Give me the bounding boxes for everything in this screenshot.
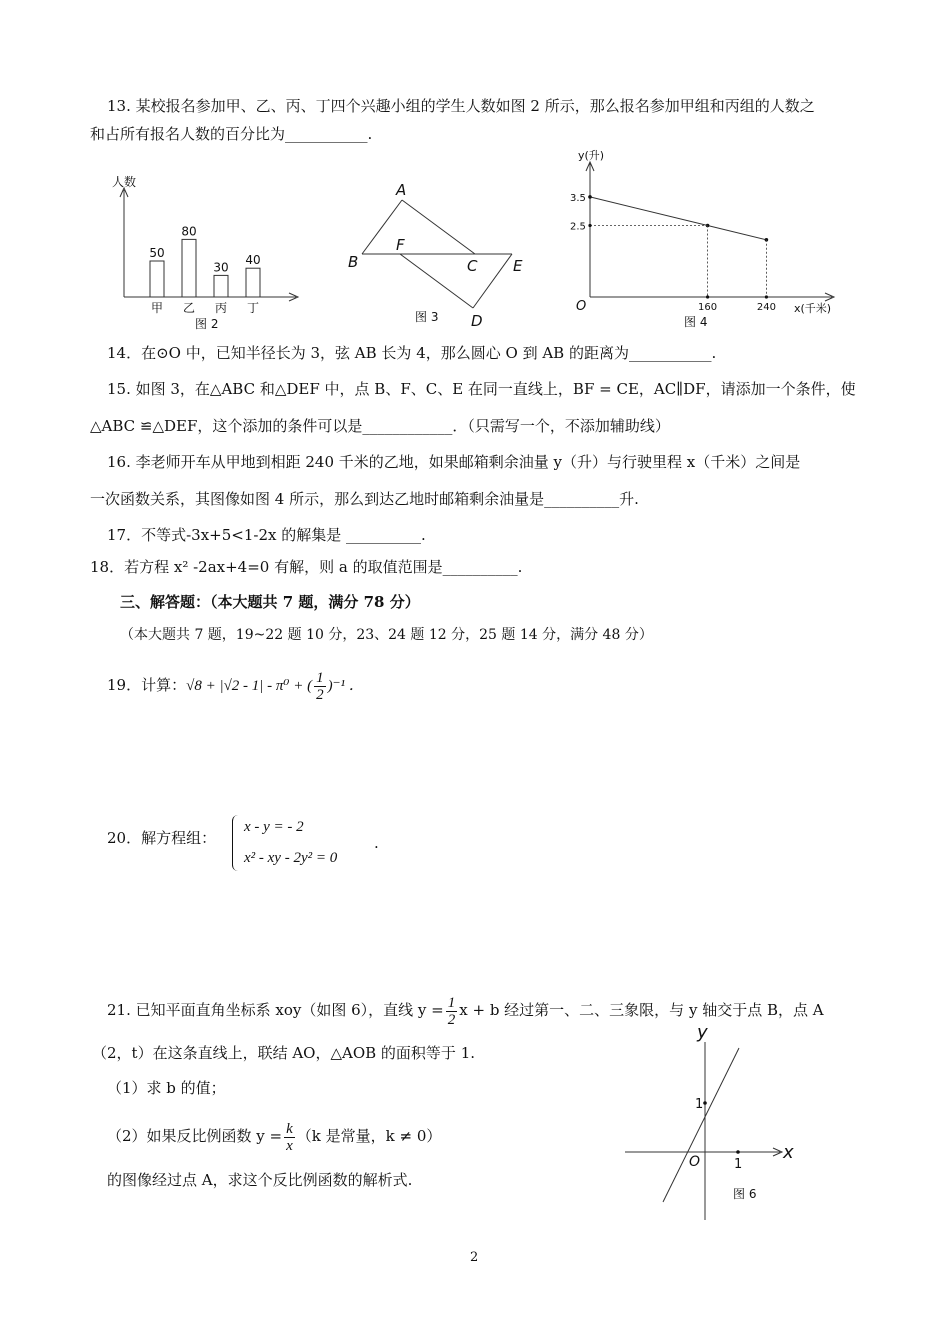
fig6-caption: 图 6: [733, 1187, 757, 1201]
q16-line2: 一次函数关系，其图像如图 4 所示，那么到达乙地时邮箱剩余油量是__________升.: [90, 490, 639, 508]
fig6-y-label: y: [697, 1022, 708, 1043]
fig6-x-label: x: [783, 1142, 794, 1163]
q20-equation-2: x² - xy - 2y² = 0: [244, 850, 338, 866]
fig2-bar-3: [214, 275, 228, 297]
q21-line1-b: x + b 经过第一、二、三象限，与 y 轴交于点 B，点 A: [459, 1001, 824, 1019]
figure-6-coordinate-plane: [615, 1020, 815, 1230]
fig2-category-label-2: 乙: [182, 301, 196, 315]
q21-part2: [107, 1118, 441, 1154]
q21-part1: （1）求 b 的值；: [107, 1079, 226, 1097]
q19-frac-num: 1: [316, 669, 324, 686]
q21-line2: （2，t）在这条直线上，联结 AO，△AOB 的面积等于 1.: [92, 1044, 476, 1062]
q21-part2-a: （2）如果反比例函数 y =: [107, 1127, 283, 1145]
fig2-category-label-4: 丁: [246, 301, 260, 315]
fig2-category-label-1: 甲: [150, 301, 164, 315]
q21-fraction: [446, 995, 458, 1028]
q19-line: [107, 667, 364, 704]
fig3-label-A: A: [396, 181, 407, 199]
q17-line: 17．不等式-3x+5<1-2x 的解集是 __________.: [107, 526, 426, 544]
q21-frac-den: 2: [447, 1011, 456, 1028]
q21-k-num: k: [286, 1120, 293, 1137]
fig4-x-tick-label-1: 160: [698, 302, 718, 313]
fig6-line: [663, 1048, 739, 1202]
fig4-origin: O: [576, 299, 587, 314]
q19-tail: )⁻¹ ．: [327, 678, 364, 694]
fig4-y-tick-label-1: 3.5: [570, 192, 586, 204]
fig3-caption: 图 3: [415, 310, 439, 324]
fig2-caption: 图 2: [195, 317, 219, 331]
q15-line2: △ABC ≌△DEF，这个添加的条件可以是____________．（只需写一个，不添加辅助线）: [90, 417, 670, 435]
q15-line1: 15. 如图 3，在△ABC 和△DEF 中，点 B、F、C、E 在同一直线上，BF = CE，AC∥DF，请添加一个条件，使: [107, 380, 856, 398]
fig2-value-label-3: 30: [213, 260, 229, 275]
fig6-point-x1: [736, 1150, 740, 1154]
section-3-note: （本大题共 7 题，19~22 题 10 分，23、24 题 12 分，25 题 14 分，满分 48 分）: [120, 627, 653, 643]
q21-line1-a: 21. 已知平面直角坐标系 xoy（如图 6），直线 y =: [107, 1001, 444, 1019]
fig2-bar-2: [182, 239, 196, 297]
fig4-x-tick-label-2: 240: [756, 302, 776, 313]
fig3-label-E: E: [513, 257, 523, 275]
fig4-y-tick-label-2: 2.5: [570, 221, 586, 233]
q20-tail: .: [374, 834, 379, 852]
q21-part2-b: （k 是常量，k ≠ 0）: [296, 1127, 442, 1145]
fig4-x-tick-dot-3: [765, 295, 768, 298]
fig6-point-y1: [703, 1101, 707, 1105]
q19-expression: √8 + |√2 - 1| - π⁰ + (: [186, 678, 313, 694]
fig6-tick-y: 1: [695, 1097, 704, 1112]
fig3-label-D: D: [471, 312, 483, 330]
fig4-x-tick-dot-2: [706, 295, 709, 298]
figure-3-geometry: [340, 178, 540, 333]
fig3-label-C: C: [467, 257, 478, 275]
fig2-value-label-4: 40: [245, 253, 261, 268]
fig6-tick-x: 1: [734, 1157, 743, 1172]
q16-line1: 16. 李老师开车从甲地到相距 240 千米的乙地，如果邮箱剩余油量 y（升）与行驶里程 x（千米）之间是: [107, 453, 801, 471]
fig2-ylabel: 人数: [112, 175, 137, 189]
fig2-bar-1: [150, 261, 164, 297]
page-number: 2: [470, 1250, 479, 1265]
fig4-caption: 图 4: [684, 315, 708, 329]
q20-brace: [232, 815, 241, 871]
fig2-bar-4: [246, 268, 260, 297]
figure-4-line-graph: [560, 145, 850, 330]
q21-frac-num: 1: [447, 994, 456, 1011]
q20-equation-1: x - y = - 2: [244, 819, 304, 835]
fig2-value-label-1: 50: [149, 246, 165, 260]
figure-2-bar-chart: [100, 170, 310, 335]
fig4-y-tick-dot-2: [588, 224, 591, 227]
fig4-y-tick-dot-1: [588, 195, 591, 198]
section-3-title: 三、解答题：（本大题共 7 题，满分 78 分）: [120, 593, 420, 611]
q13-line2: 和占所有报名人数的百分比为___________.: [90, 125, 373, 143]
q21-part3: 的图像经过点 A，求这个反比例函数的解析式.: [107, 1171, 413, 1189]
fig4-ylabel: y(升): [578, 149, 605, 162]
q21-k-den: x: [286, 1137, 293, 1154]
q13-line1: 13. 某校报名参加甲、乙、丙、丁四个兴趣小组的学生人数如图 2 所示，那么报名参加甲组和丙组的人数之: [107, 97, 815, 115]
fig4-series-line: [590, 197, 766, 240]
q21-k-fraction: [284, 1121, 295, 1154]
fig2-category-label-3: 丙: [214, 301, 228, 315]
q19-prefix: 19．计算：: [107, 676, 187, 694]
q18-line: 18．若方程 x² -2ax+4=0 有解，则 a 的取值范围是__________.: [90, 558, 523, 576]
fig3-label-B: B: [348, 253, 359, 271]
fig4-xlabel: x(千米): [794, 302, 832, 315]
fig2-value-label-2: 80: [181, 224, 197, 239]
q14-line: 14．在⊙O 中，已知半径长为 3，弦 AB 长为 4，那么圆心 O 到 AB 的距离为___________.: [107, 344, 717, 362]
fig6-origin: O: [689, 1154, 701, 1170]
q19-fraction: [314, 670, 326, 703]
fig3-label-F: F: [396, 236, 405, 254]
q20-prefix: 20．解方程组：: [107, 829, 217, 847]
q19-frac-den: 2: [316, 686, 324, 703]
